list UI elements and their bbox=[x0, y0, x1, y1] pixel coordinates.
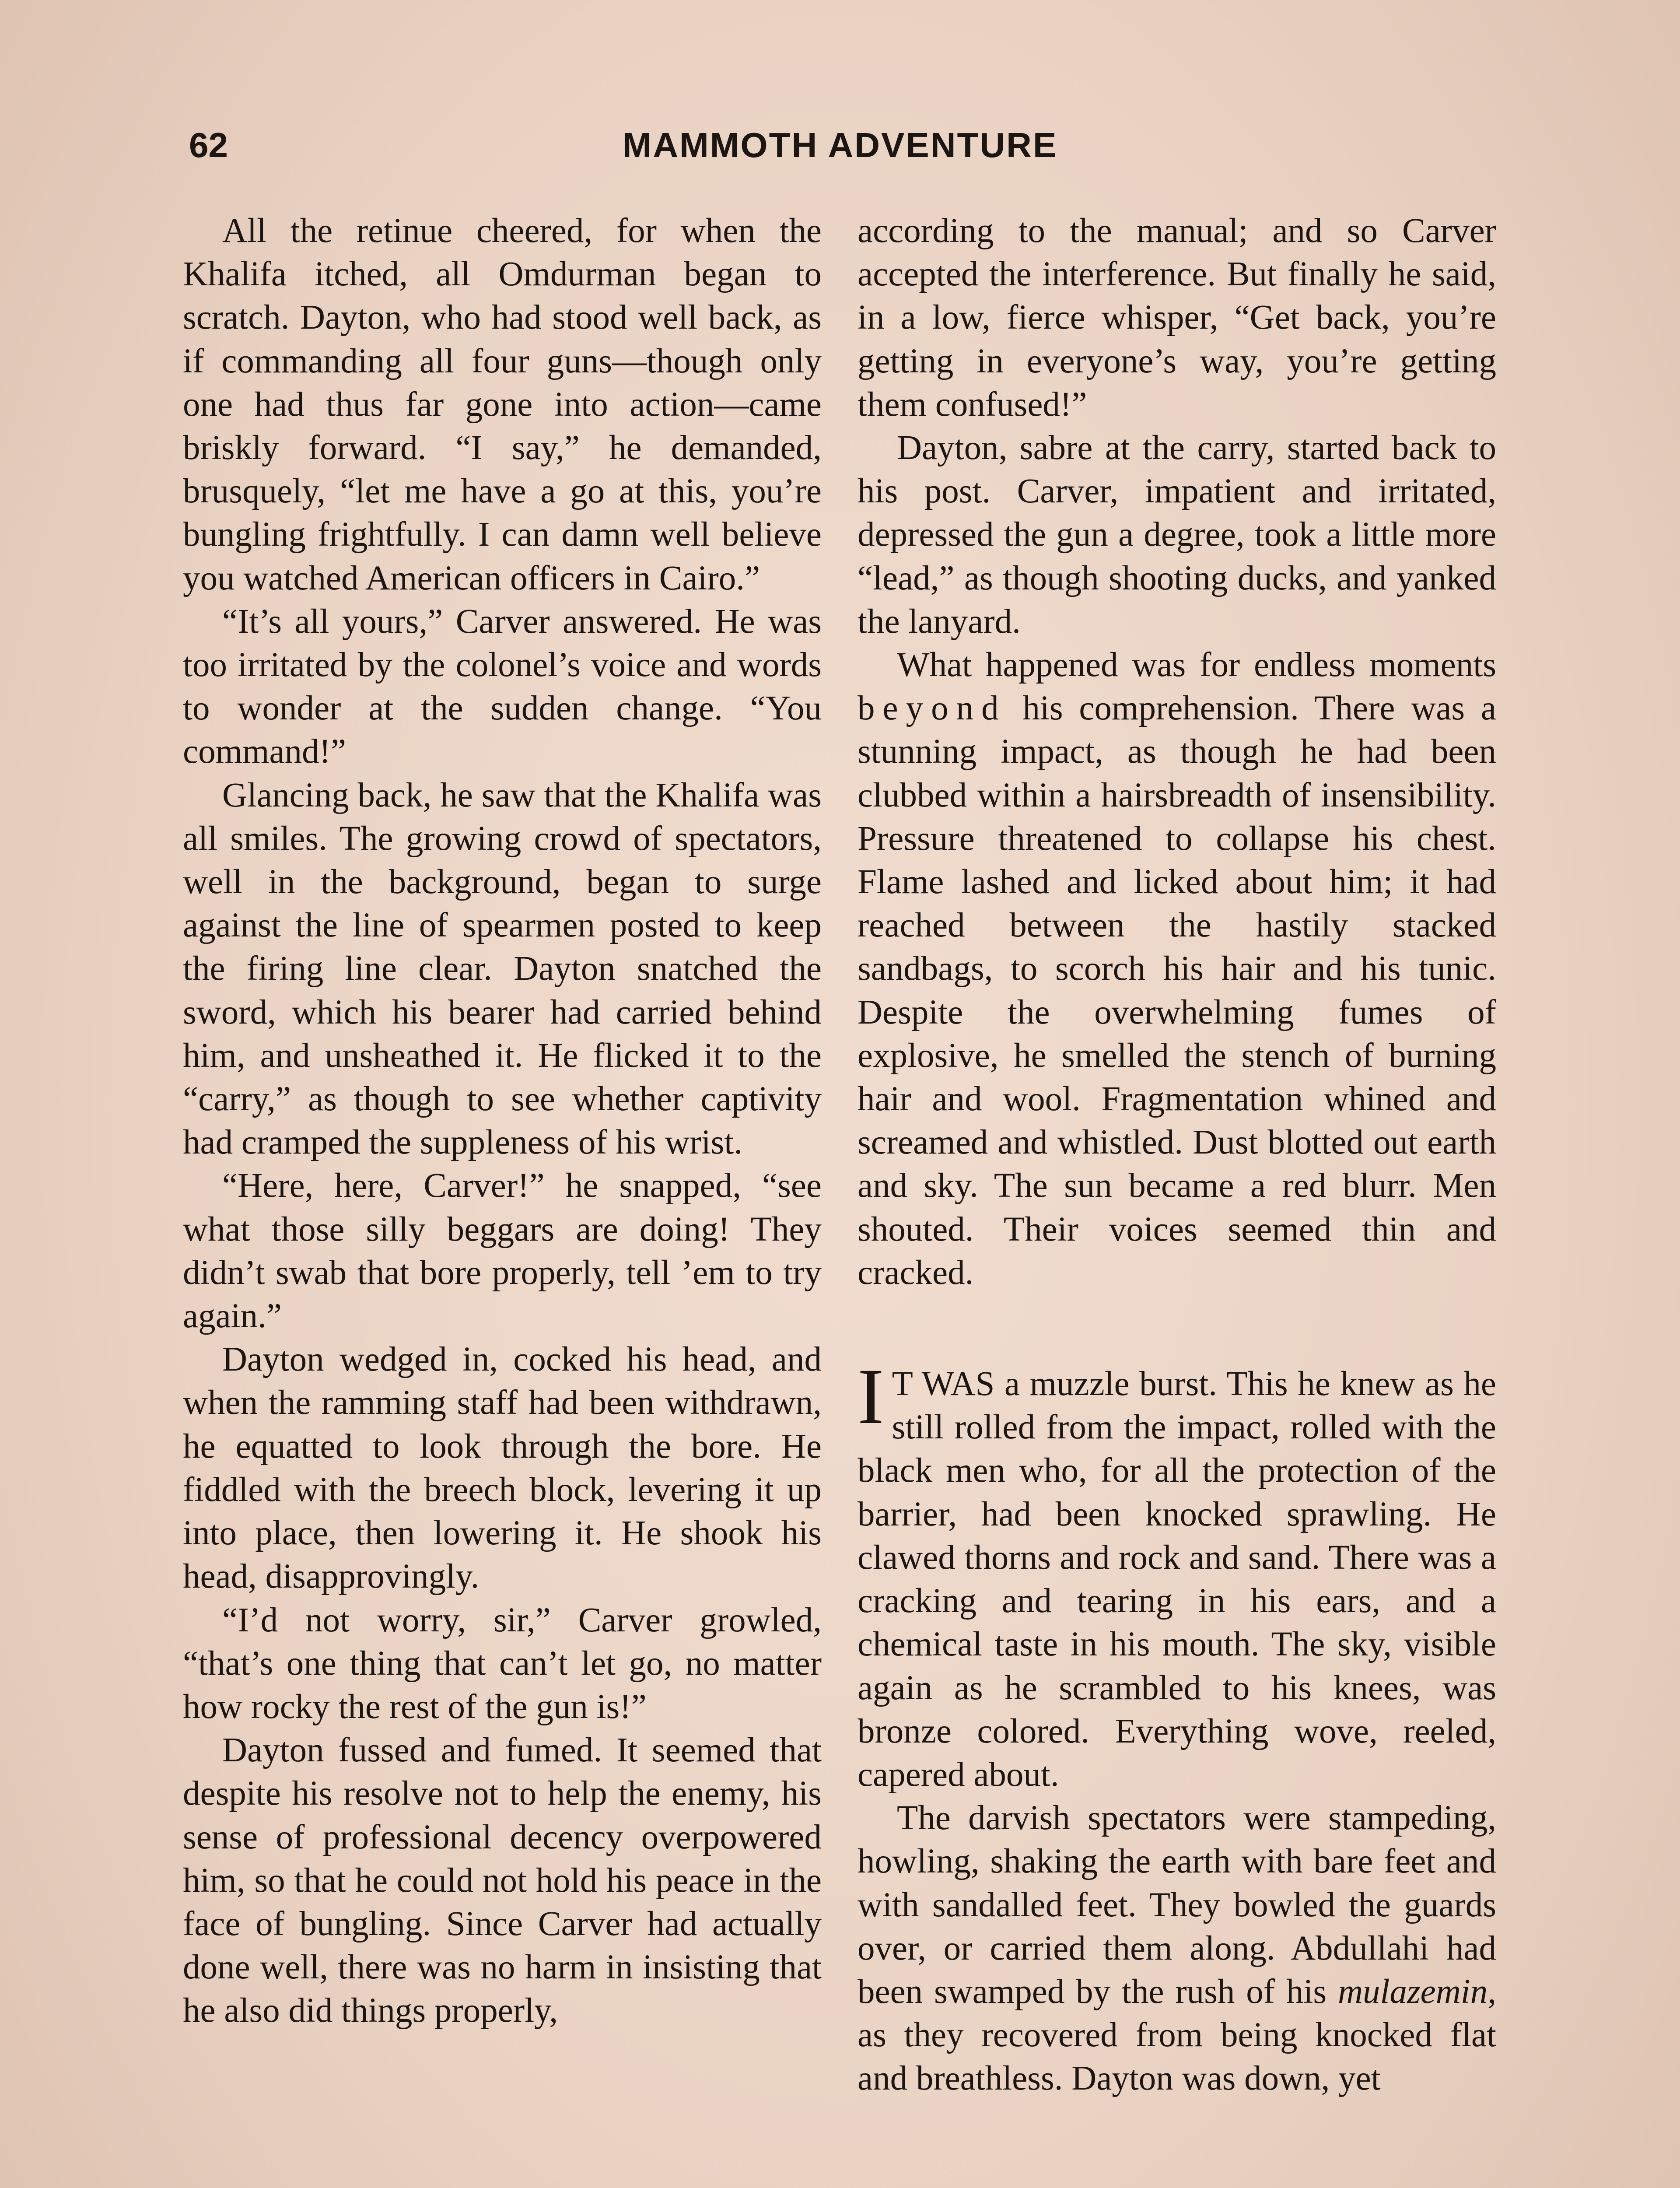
paragraph: “Here, here, Carver!” he snapped, “see what those silly beggars are doing! They didn’t swab that bore properly, tell ’em to try again.” bbox=[183, 1167, 822, 1336]
paragraph: Dayton wedged in, cocked his head, and when the ramming staff had been withdrawn, he equatted to look through the bore. He fiddled with the breech block, levering it up into place, then lowering it. He shook his head, disapprovingly. bbox=[183, 1340, 822, 1596]
paragraph-text: his comprehension. There was a stunning impact, as though he had been clubbed within a hairsbreadth of insensibility. Pressure threatened to collapse his chest. Flame lashed and licked about him; it had reached between the hastily stacked sandbags, to scorch his hair and his tunic. Despite the overwhelming fumes of explosive, he smelled the stench of burning hair and wool. Fragmentation whined and screamed and whistled. Dust blotted out earth and sky. The sun became a red blurr. Men shouted. Their voices seemed thin and cracked. bbox=[858, 689, 1496, 1292]
spaced-word: beyond bbox=[858, 689, 1007, 728]
paragraph-text: as they recovered from being knocked flat and breathless. Dayton was down, yet bbox=[858, 2016, 1496, 2098]
italic-word: mulazemin, bbox=[1337, 1972, 1496, 2011]
paragraph bbox=[858, 1796, 1496, 2100]
paragraph: “I’d not worry, sir,” Carver growled, “that’s one thing that can’t let go, no matter how rocky the rest of the gun is!” bbox=[183, 1601, 822, 1726]
paragraph: All the retinue cheered, for when the Khalifa itched, all Omdurman began to scratch. Dayton, who had stood well back, as if commanding all four guns—though only one had thus far gone into action—came briskly forward. “I say,” he demanded, brusquely, “let me have a go at this, you’re bungling frightfully. I can damn well believe you watched American officers in Cairo.” bbox=[183, 212, 822, 597]
right-column bbox=[858, 209, 1496, 2100]
paragraph: Dayton fussed and fumed. It seemed that despite his resolve not to help the enemy, his sense of professional decency overpowered him, so that he could not hold his peace in the face of bungling. Since Carver had actually done well, there was no harm in insisting that he also did things properly, bbox=[183, 1731, 822, 2030]
paragraph: Glancing back, he saw that the Khalifa was all smiles. The growing crowd of spectators, well in the background, began to surge against the line of spearmen posted to keep the firing line clear. Dayton snatched the sword, which his bearer had carried behind him, and unsheathed it. He flicked it to the “carry,” as though to see whether captivity had cramped the suppleness of his wrist. bbox=[183, 776, 822, 1162]
paragraph-text: The darvish spectators were stampeding, howling, shaking the earth with bare feet and with sandalled feet. They bowled the guards over, or carried them along. Abdullahi had been swamped by the rush of his bbox=[858, 1799, 1496, 2011]
page-header bbox=[0, 123, 1680, 172]
paragraph: Dayton, sabre at the carry, started back to his post. Carver, impatient and irritated, depressed the gun a degree, took a little more “lead,” as though shooting ducks, and yanked the lanyard. bbox=[858, 429, 1496, 641]
paragraph-text: What happened was for endless moments bbox=[897, 646, 1496, 684]
paragraph-text: T WAS a muzzle burst. This he knew as he still rolled from the impact, rolled with the black men who, for all the protection of the barrier, had been knocked sprawling. He clawed thorns and rock and sand. There was a cracking and tearing in his ears, and a chemical taste in his mouth. The sky, visible again as he scrambled to his knees, was bronze colored. Everything wove, reeled, capered about. bbox=[858, 1365, 1496, 1794]
drop-cap: I bbox=[858, 1353, 884, 1441]
section-opening-paragraph bbox=[858, 1353, 1496, 1796]
page-number: 62 bbox=[189, 126, 228, 165]
paragraph: according to the manual; and so Carver accepted the interference. But finally he said, in a low, fierce whisper, “Get back, you’re getting in everyone’s way, you’re getting them confused!” bbox=[858, 212, 1496, 424]
section-break bbox=[858, 1294, 1496, 1362]
paragraph: “It’s all yours,” Carver answered. He was too irritated by the colonel’s voice and words to wonder at the sudden change. “You command!” bbox=[183, 602, 822, 771]
paragraph bbox=[858, 643, 1496, 1294]
running-head: MAMMOTH ADVENTURE bbox=[622, 126, 1058, 165]
left-column bbox=[183, 209, 822, 2033]
